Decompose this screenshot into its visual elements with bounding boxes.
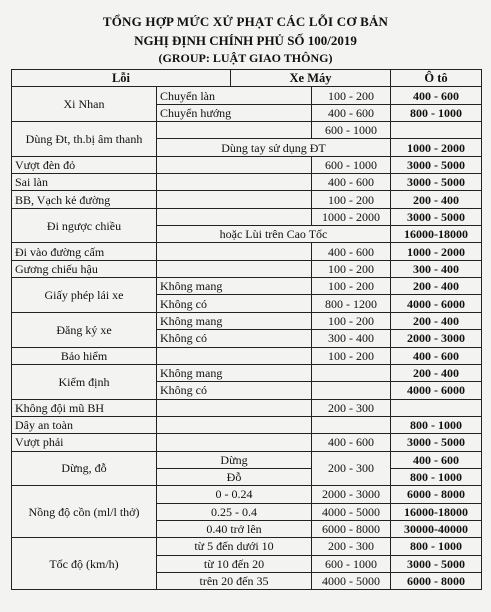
table-row bbox=[12, 174, 482, 191]
sub-label: 0.25 - 0.4 bbox=[157, 503, 312, 520]
oto-value: 4000 - 6000 bbox=[391, 295, 482, 312]
oto-value: 400 - 600 bbox=[391, 87, 482, 104]
header-xe-may: Xe Máy bbox=[231, 70, 391, 87]
oto-value: 3000 - 5000 bbox=[391, 555, 482, 572]
header-loi: Lỗi bbox=[12, 70, 231, 87]
oto-value: 400 - 600 bbox=[391, 451, 482, 468]
xe-may-value: 2000 - 3000 bbox=[312, 486, 391, 503]
row-label: Vượt phải bbox=[12, 434, 157, 451]
table-row bbox=[12, 208, 482, 225]
table-row bbox=[12, 399, 482, 416]
oto-value: 4000 - 6000 bbox=[391, 382, 482, 399]
table-row bbox=[12, 278, 482, 295]
oto-value-empty bbox=[391, 122, 482, 139]
title-line-3: (GROUP: LUẬT GIAO THÔNG) bbox=[158, 51, 333, 65]
xe-may-value: 1000 - 2000 bbox=[312, 208, 391, 225]
xe-may-value: 100 - 200 bbox=[312, 312, 391, 329]
oto-value: 200 - 400 bbox=[391, 364, 482, 381]
oto-value: 30000-40000 bbox=[391, 520, 482, 537]
row-label: Dây an toàn bbox=[12, 416, 157, 433]
sub-label: hoặc Lùi trên Cao Tốc bbox=[157, 226, 391, 243]
sub-label-empty bbox=[157, 243, 312, 260]
table-row bbox=[12, 87, 482, 104]
sub-label-empty bbox=[157, 260, 312, 277]
header-oto: Ô tô bbox=[391, 70, 482, 87]
fines-table bbox=[11, 69, 482, 590]
title-line-1: TỔNG HỢP MỨC XỬ PHẠT CÁC LỖI CƠ BẢN bbox=[102, 14, 389, 29]
sub-label-empty bbox=[157, 347, 312, 364]
row-label: Đăng ký xe bbox=[12, 312, 157, 347]
sub-label: Đỗ bbox=[157, 468, 312, 485]
xe-may-value: 100 - 200 bbox=[312, 260, 391, 277]
xe-may-value: 4000 - 5000 bbox=[312, 503, 391, 520]
row-label: Tốc độ (km/h) bbox=[12, 538, 157, 590]
row-label: Đi ngược chiều bbox=[12, 208, 157, 243]
xe-may-value: 200 - 300 bbox=[312, 538, 391, 555]
xe-may-value: 600 - 1000 bbox=[312, 555, 391, 572]
row-label: Vượt đèn đỏ bbox=[12, 156, 157, 173]
oto-value: 3000 - 5000 bbox=[391, 174, 482, 191]
table-row bbox=[12, 364, 482, 381]
xe-may-value: 400 - 600 bbox=[312, 104, 391, 121]
oto-value: 200 - 400 bbox=[391, 312, 482, 329]
sub-label-empty bbox=[157, 191, 312, 208]
oto-value: 3000 - 5000 bbox=[391, 208, 482, 225]
table-row bbox=[12, 243, 482, 260]
oto-value: 800 - 1000 bbox=[391, 468, 482, 485]
table-row bbox=[12, 486, 482, 503]
row-label: Dừng, đỗ bbox=[12, 451, 157, 486]
table-row bbox=[12, 156, 482, 173]
sub-label: Không có bbox=[157, 382, 312, 399]
table-row bbox=[12, 416, 482, 433]
oto-value: 800 - 1000 bbox=[391, 416, 482, 433]
sub-label-empty bbox=[157, 399, 312, 416]
title-line-2: NGHỊ ĐỊNH CHÍNH PHỦ SỐ 100/2019 bbox=[134, 33, 357, 48]
oto-value: 300 - 400 bbox=[391, 260, 482, 277]
xe-may-value: 600 - 1000 bbox=[312, 156, 391, 173]
sub-label-empty bbox=[157, 174, 312, 191]
row-label: Bảo hiểm bbox=[12, 347, 157, 364]
table-row bbox=[12, 347, 482, 364]
oto-value: 16000-18000 bbox=[391, 226, 482, 243]
row-label: Đi vào đường cấm bbox=[12, 243, 157, 260]
xe-may-value: 400 - 600 bbox=[312, 243, 391, 260]
row-label: Nồng độ cồn (ml/l thở) bbox=[12, 486, 157, 538]
sub-label: Không có bbox=[157, 330, 312, 347]
sub-label: Không mang bbox=[157, 364, 312, 381]
xe-may-value: 100 - 200 bbox=[312, 191, 391, 208]
oto-value: 800 - 1000 bbox=[391, 538, 482, 555]
table-row bbox=[12, 312, 482, 329]
sub-label: Dừng bbox=[157, 451, 312, 468]
oto-value: 400 - 600 bbox=[391, 347, 482, 364]
table-row bbox=[12, 538, 482, 555]
sub-label: Không mang bbox=[157, 312, 312, 329]
oto-value: 800 - 1000 bbox=[391, 104, 482, 121]
xe-may-value: 400 - 600 bbox=[312, 174, 391, 191]
xe-may-value-empty bbox=[312, 416, 391, 433]
sub-label: Không có bbox=[157, 295, 312, 312]
oto-value-empty bbox=[391, 399, 482, 416]
row-label: Không đội mũ BH bbox=[12, 399, 157, 416]
oto-value: 2000 - 3000 bbox=[391, 330, 482, 347]
oto-value: 3000 - 5000 bbox=[391, 434, 482, 451]
xe-may-value: 100 - 200 bbox=[312, 278, 391, 295]
sub-label-empty bbox=[157, 156, 312, 173]
table-row bbox=[12, 260, 482, 277]
sub-label: Không mang bbox=[157, 278, 312, 295]
xe-may-value: 800 - 1200 bbox=[312, 295, 391, 312]
oto-value: 6000 - 8000 bbox=[391, 486, 482, 503]
sub-label: trên 20 đến 35 bbox=[157, 572, 312, 589]
table-row bbox=[12, 451, 482, 468]
xe-may-value-empty bbox=[312, 382, 391, 399]
sub-label: từ 5 đến dưới 10 bbox=[157, 538, 312, 555]
oto-value: 200 - 400 bbox=[391, 191, 482, 208]
sub-label: Chuyển hướng bbox=[157, 104, 312, 121]
sub-label-empty bbox=[157, 208, 312, 225]
table-row bbox=[12, 122, 482, 139]
row-label: Xi Nhan bbox=[12, 87, 157, 122]
row-label: Sai làn bbox=[12, 174, 157, 191]
xe-may-value: 300 - 400 bbox=[312, 330, 391, 347]
xe-may-value: 200 - 300 bbox=[312, 399, 391, 416]
oto-value: 3000 - 5000 bbox=[391, 156, 482, 173]
xe-may-value: 400 - 600 bbox=[312, 434, 391, 451]
xe-may-value: 200 - 300 bbox=[312, 451, 391, 486]
row-label: Giấy phép lái xe bbox=[12, 278, 157, 313]
sub-label: từ 10 đến 20 bbox=[157, 555, 312, 572]
xe-may-value: 4000 - 5000 bbox=[312, 572, 391, 589]
xe-may-value-empty bbox=[312, 364, 391, 381]
row-label: Gương chiếu hậu bbox=[12, 260, 157, 277]
row-label: Kiểm định bbox=[12, 364, 157, 399]
xe-may-value: 100 - 200 bbox=[312, 87, 391, 104]
xe-may-value: 100 - 200 bbox=[312, 347, 391, 364]
row-label: Dùng Đt, th.bị âm thanh bbox=[12, 122, 157, 157]
sub-label-empty bbox=[157, 122, 312, 139]
xe-may-value: 6000 - 8000 bbox=[312, 520, 391, 537]
row-label: BB, Vạch kẻ đường bbox=[12, 191, 157, 208]
oto-value: 16000-18000 bbox=[391, 503, 482, 520]
sub-label: Chuyển làn bbox=[157, 87, 312, 104]
sub-label: Dùng tay sử dụng ĐT bbox=[157, 139, 391, 156]
sub-label: 0 - 0.24 bbox=[157, 486, 312, 503]
oto-value: 200 - 400 bbox=[391, 278, 482, 295]
sub-label-empty bbox=[157, 416, 312, 433]
sub-label-empty bbox=[157, 434, 312, 451]
oto-value: 1000 - 2000 bbox=[391, 243, 482, 260]
oto-value: 6000 - 8000 bbox=[391, 572, 482, 589]
table-row bbox=[12, 434, 482, 451]
sub-label: 0.40 trở lên bbox=[157, 520, 312, 537]
xe-may-value: 600 - 1000 bbox=[312, 122, 391, 139]
table-row bbox=[12, 191, 482, 208]
oto-value: 1000 - 2000 bbox=[391, 139, 482, 156]
table-header-row bbox=[12, 70, 482, 87]
